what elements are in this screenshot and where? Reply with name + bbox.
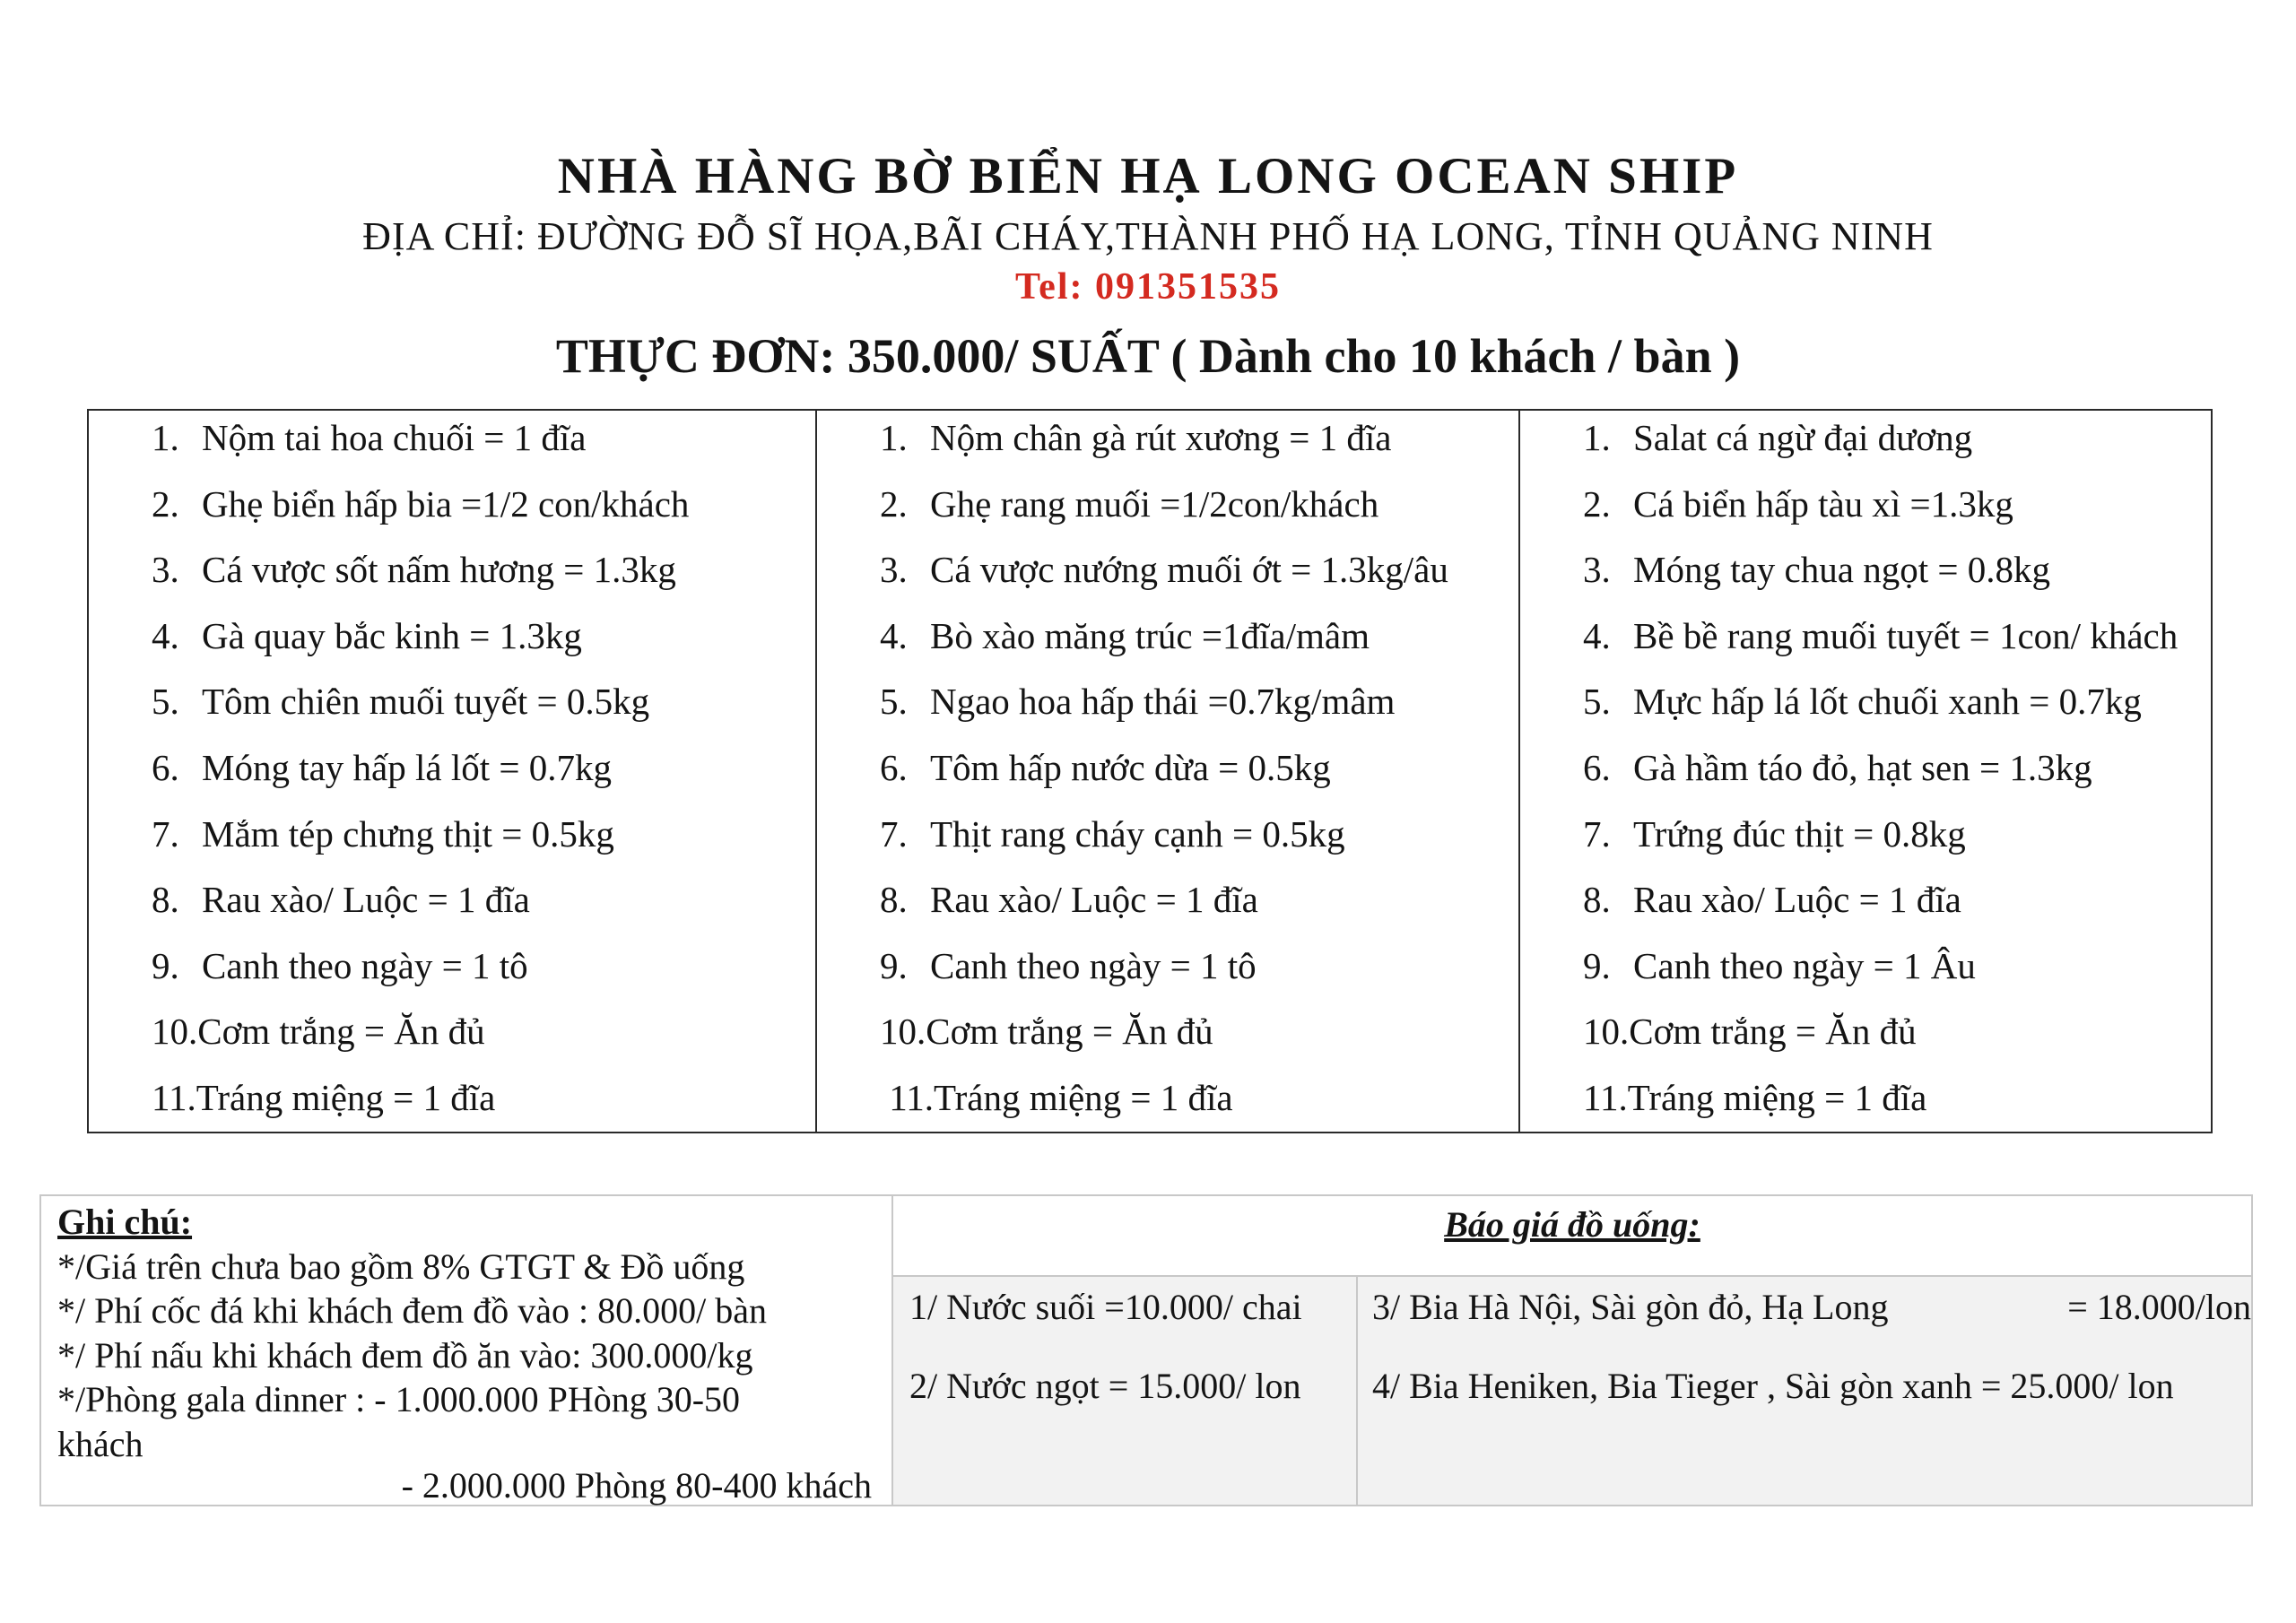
- drinks-left-column: [893, 1277, 1358, 1505]
- menu-item: [89, 544, 815, 611]
- menu-item-number: 11.: [152, 1076, 196, 1118]
- menu-item-number: 9.: [152, 944, 179, 986]
- menu-item: [817, 941, 1518, 1007]
- menu-item-number: 5.: [152, 681, 179, 723]
- restaurant-phone: Tel: 091351535: [1015, 266, 1281, 308]
- drink-item: [1372, 1282, 2251, 1361]
- restaurant-title: NHÀ HÀNG BỜ BIỂN HẠ LONG OCEAN SHIP: [557, 148, 1739, 204]
- menu-item-text: Rau xào/ Luộc = 1 đĩa: [1633, 879, 1961, 921]
- note-gala-line-2: - 2.000.000 Phòng 80-400 khách: [401, 1465, 872, 1506]
- menu-item: [1520, 742, 2211, 809]
- menu-item-number: 1.: [880, 417, 908, 458]
- menu-item: [1520, 874, 2211, 941]
- menu-item-text: Gà hầm táo đỏ, hạt sen = 1.3kg: [1633, 746, 2092, 788]
- menu-item: [1520, 479, 2211, 545]
- note-line: */Giá trên chưa bao gồm 8% GTGT & Đồ uống: [57, 1245, 745, 1287]
- menu-item-text: Cơm trắng = Ăn đủ: [197, 1011, 485, 1053]
- note-line: */ Phí cốc đá khi khách đem đồ vào : 80.000/ bàn: [57, 1290, 767, 1331]
- menu-item: [89, 676, 815, 742]
- menu-item: [1520, 676, 2211, 742]
- menu-item-number: 6.: [152, 746, 179, 788]
- menu-item-text: Bò xào măng trúc =1đĩa/mâm: [930, 614, 1370, 656]
- menu-item-number: 9.: [1583, 944, 1611, 986]
- menu-item: [1520, 809, 2211, 875]
- menu-item-number: 4.: [1583, 614, 1611, 656]
- menu-item-text: Rau xào/ Luộc = 1 đĩa: [930, 879, 1258, 921]
- menu-item-text: Mực hấp lá lốt chuối xanh = 0.7kg: [1633, 681, 2142, 723]
- menu-item: [1520, 412, 2211, 479]
- restaurant-address: ĐỊA CHỈ: ĐƯỜNG ĐỖ SĨ HỌA,BÃI CHÁY,THÀNH PHỐ HẠ LONG, TỈNH QUẢNG NINH: [362, 214, 1934, 258]
- menu-item-number: 10.: [880, 1011, 926, 1053]
- menu-item-number: 10.: [1583, 1011, 1630, 1053]
- drinks-body: [893, 1275, 2251, 1505]
- menu-item: [817, 676, 1518, 742]
- menu-item: [817, 1006, 1518, 1072]
- menu-item: [817, 412, 1518, 479]
- menu-item-number: 4.: [880, 614, 908, 656]
- menu-item: [1520, 1072, 2211, 1139]
- menu-item-number: 7.: [1583, 812, 1611, 855]
- notes-and-drinks-table: [39, 1194, 2253, 1506]
- menu-item-text: Cơm trắng = Ăn đủ: [926, 1011, 1213, 1053]
- menu-item: [1520, 1006, 2211, 1072]
- notes-cell: [41, 1196, 893, 1505]
- drink-price: = 18.000/lon: [2067, 1287, 2251, 1327]
- menu-item-number: 5.: [880, 681, 908, 723]
- menu-item-text: Thịt rang cháy cạnh = 0.5kg: [930, 812, 1345, 855]
- menu-item-text: Móng tay hấp lá lốt = 0.7kg: [202, 746, 612, 788]
- menu-item-number: 10.: [152, 1011, 198, 1053]
- menu-item: [817, 742, 1518, 809]
- menu-item-number: 6.: [1583, 746, 1611, 788]
- menu-heading: THỰC ĐƠN: 350.000/ SUẤT ( Dành cho 10 khách / bàn ): [555, 329, 1741, 383]
- menu-table: [87, 409, 2213, 1133]
- menu-column-1: [89, 411, 815, 1132]
- menu-item-text: Cá vược sốt nấm hương = 1.3kg: [202, 549, 676, 591]
- menu-item-text: Cơm trắng = Ăn đủ: [1629, 1011, 1917, 1053]
- menu-item-number: 3.: [880, 549, 908, 591]
- menu-item-text: Mắm tép chưng thịt = 0.5kg: [202, 812, 614, 855]
- menu-item-number: 1.: [152, 417, 179, 458]
- menu-item: [89, 1006, 815, 1072]
- menu-item-text: Ghẹ biển hấp bia =1/2 con/khách: [202, 482, 690, 525]
- menu-item-number: 5.: [1583, 681, 1611, 723]
- menu-item: [89, 809, 815, 875]
- menu-item: [817, 479, 1518, 545]
- drink-item: 4/ Bia Heniken, Bia Tieger , Sài gòn xanh = 25.000/ lon: [1372, 1366, 2174, 1406]
- menu-item: [817, 874, 1518, 941]
- menu-item: [1520, 941, 2211, 1007]
- drinks-cell: [893, 1196, 2251, 1505]
- note-line: */Phòng gala dinner : - 1.000.000 PHòng 30-50: [57, 1379, 741, 1419]
- menu-item: [817, 611, 1518, 677]
- note-line: */ Phí nấu khi khách đem đồ ăn vào: 300.000/kg: [57, 1334, 753, 1376]
- menu-item-text: Bề bề rang muối tuyết = 1con/ khách: [1633, 614, 2179, 656]
- menu-item-number: 2.: [152, 482, 179, 525]
- menu-item: [1520, 544, 2211, 611]
- menu-item: [817, 544, 1518, 611]
- drinks-heading: Báo giá đồ uống:: [1444, 1204, 1700, 1245]
- menu-item-number: 2.: [880, 482, 908, 525]
- menu-item: [89, 412, 815, 479]
- menu-item-number: 2.: [1583, 482, 1611, 525]
- menu-item-text: Tráng miệng = 1 đĩa: [933, 1076, 1233, 1118]
- drink-item: 2/ Nước ngọt = 15.000/ lon: [909, 1366, 1301, 1406]
- note-line: khách: [57, 1423, 144, 1464]
- menu-item-number: 8.: [880, 879, 908, 921]
- menu-item-number: 11.: [1583, 1076, 1628, 1118]
- drink-item: 1/ Nước suối =10.000/ chai: [909, 1287, 1302, 1327]
- menu-item-text: Tráng miệng = 1 đĩa: [196, 1076, 496, 1118]
- menu-item-text: Tôm hấp nước dừa = 0.5kg: [930, 746, 1331, 788]
- menu-item-number: 8.: [152, 879, 179, 921]
- menu-item-text: Canh theo ngày = 1 tô: [930, 944, 1257, 986]
- menu-item: [89, 941, 815, 1007]
- menu-item: [1520, 611, 2211, 677]
- menu-item-number: 6.: [880, 746, 908, 788]
- menu-item-text: Canh theo ngày = 1 Âu: [1633, 944, 1976, 986]
- menu-item-number: 1.: [1583, 417, 1611, 458]
- menu-item-text: Móng tay chua ngọt = 0.8kg: [1633, 549, 2050, 591]
- menu-item-text: Nộm tai hoa chuối = 1 đĩa: [202, 417, 587, 458]
- menu-item-text: Cá vược nướng muối ớt = 1.3kg/âu: [930, 549, 1448, 591]
- menu-item-text: Ghẹ rang muối =1/2con/khách: [930, 482, 1379, 525]
- menu-item-text: Tráng miệng = 1 đĩa: [1627, 1076, 1927, 1118]
- menu-item-number: 11.: [880, 1076, 934, 1118]
- menu-item: [89, 611, 815, 677]
- menu-item-number: 8.: [1583, 879, 1611, 921]
- menu-item: [89, 479, 815, 545]
- menu-item-text: Cá biển hấp tàu xì =1.3kg: [1633, 482, 2013, 525]
- menu-item-text: Rau xào/ Luộc = 1 đĩa: [202, 879, 530, 921]
- menu-item-text: Gà quay bắc kinh = 1.3kg: [202, 614, 582, 656]
- menu-item-text: Nộm chân gà rút xương = 1 đĩa: [930, 417, 1392, 458]
- menu-item-text: Tôm chiên muối tuyết = 0.5kg: [202, 681, 650, 723]
- menu-item-text: Trứng đúc thịt = 0.8kg: [1633, 812, 1966, 855]
- menu-item-number: 4.: [152, 614, 179, 656]
- menu-item-text: Salat cá ngừ đại dương: [1633, 417, 1973, 458]
- menu-item: [817, 809, 1518, 875]
- menu-column-3: [1518, 411, 2211, 1132]
- menu-item-text: Canh theo ngày = 1 tô: [202, 944, 528, 986]
- menu-item-number: 3.: [1583, 549, 1611, 591]
- menu-item-number: 3.: [152, 549, 179, 591]
- menu-item: [89, 742, 815, 809]
- menu-item-number: 7.: [152, 812, 179, 855]
- menu-item: [89, 874, 815, 941]
- menu-item: [817, 1072, 1518, 1139]
- notes-heading: Ghi chú:: [57, 1202, 193, 1242]
- menu-item-text: Ngao hoa hấp thái =0.7kg/mâm: [930, 681, 1396, 723]
- menu-item-number: 7.: [880, 812, 908, 855]
- drinks-right-column: [1358, 1277, 2251, 1505]
- menu-item: [89, 1072, 815, 1139]
- menu-item-number: 9.: [880, 944, 908, 986]
- drink-name: 3/ Bia Hà Nội, Sài gòn đỏ, Hạ Long: [1372, 1287, 1889, 1327]
- menu-column-2: [815, 411, 1518, 1132]
